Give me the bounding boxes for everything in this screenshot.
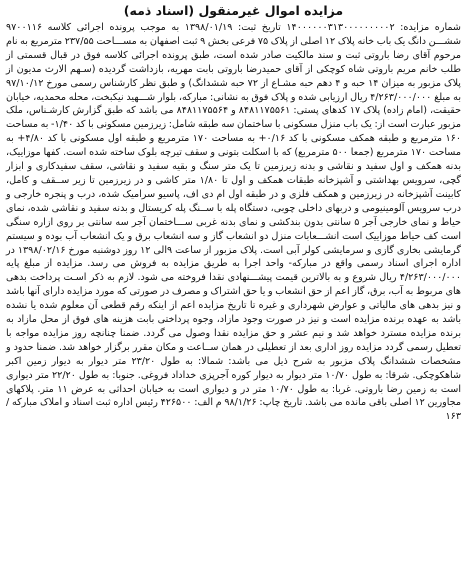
notice-body: شماره مزایده: ۱۴۰۰۰۰۰۰۳۱۳۰۰۰۰۰۰۰۰۰۲ تاریخ ثبت: ۱۳۹۸/۰۱/۱۹ به موجب پرونده اجرائی کلاسه ۹۷۰۰۱۱۶ ششـــن دانگ یک باب خانه پلاک ۱۲ اصلی از پلاک ۷۵ فرعی بخش ۹ ثبت اصفهان به مســـاحت ۲۳۷/۵۵ مترمربع به نام مرحوم آقای رضا باروتی ثبت و سند مالکیت صادر شده است، طبق پرونده اجرائی کلاسه فوق در قبال قسمتی از طلب خانم مریم باروتی شاه کوچکی از آقای حمیدرضا باروتی بابت مهریه، بازداشت گردیده (سـهم الارث مدیون از پلاک مزبور به میزان ۱۴ حبه و ۴ دهم حبه مشـاع از ۷۲ حبه ششدانگ) و طبق نظر کارشناس رسمی مورخ ۹۷/۱۰/۱۲ به مبلغ ۴/۲۶۳/۰۰۰/۰۰۰ ریال ارزیابی شده و پلاک فوق به نشانی: مبارکه، بلوار شـــهید نیکبخت، محله محمدیه، خیابان حقیقت، (امام زاده) پلاک ۱۷ کدهای پستی: ۸۴۸۱۱۷۵۵۶۱ و ۸۴۸۱۱۷۵۵۶۴ می باشد که طبق گزارش کارشـناس، ملک مزبور عبارت است از: یک باب منزل مسکونی با ساختمان سه طبقه شامل: زیرزمین مسکونی با کد ۱/۴۰- به مساحت ۱۶۰ مترمربع و طبقه همکف مسکونی با کد ۰/۱۶+ به مساحت ۱۷۰ مترمربع و طبقه اول مسکونی با کد ۴/۸۰+ به مساحت ۱۷۰ مترمربع (جمعا ۵۰۰ مترمربع) که با اسکلت بتونی و سقف تیرچه بلوک ساخته شده است. کفها موزاییک، بدنه همکف و اول سفید و نقاشی و بدنه زیرزمین تا یک متر سنگ و بقیه سفید و نقاشی، سقف سفیدکاری و ابزار گچی، سرویس بهداشتی و آشپزخانه طبقات همکف و اول تا ۱/۸۰ متر کاشی و در زیرزمین تا زیر ســقف و کامل، کابینت آشپزخانه در زیرزمین و همکف فلزی و در طبقه اول ام دی اف، پاسیو سرامیک شده، درب و پنجره خارجی و درب سرویس آلومینیومی و دربهای داخلی چوبی، دستگاه پله با ســنگ پله کریستال و بدنه سفید و نقاشی شده، نمای حیاط و نمای خارجی آجر ۵ سانتی بدون بندکشی و نمای بدنه غربی ســـاختمان آجر سه سانتی بر روی ازاره سنگی است کف حیاط موزاییک است انشـــعابات منزل دو انشعاب گاز و سه انشعاب برق و یک انشعاب آب بوده و سیستم گرمایشی بخاری گازی و سرمایشی کولر آبی است. پلاک مزبور از ساعت ۹الی ۱۲ روز دوشنبه مورخ ۱۳۹۸/۰۲/۱۶ در اداره اجرای اسناد رسمی واقع در مبارکه- واحد اجرا به طریق مزایده به فروش می رسد. مزایده از مبلغ پایه ۴/۲۶۳/۰۰۰/۰۰۰ ریال شروع و به بالاترین قیمت پیشـــنهادی نقدا فروخته می شود. لازم به ذکر اسـت پرداخت بدهی های مربوط به آب، برق، گاز اعم از حق انشعاب و یا حق اشتراک و مصرف در صورتی که مورد مزایده دارای آنها باشد و نیز بدهی های مالیاتی و عوارض شهرداری و غیره تا تاریخ مزایده اعم از اینکه رقم قطعی آن معلوم شده یا نشده باشد به عهده برنده مزایده است و نیز در صورت وجود مازاد، وجوه پرداختی بابت هزینه های فوق از محل مازاد به برنده مزایده مسترد خواهد شد و نیم عشر و حق مزایده نقدا وصول می گردد. ضمنا چنانچه روز مزایده مواجه با تعطیل رسمی گردد مزایده روز اداری بعد از تعطیلی در همان ســاعت و مکان مقرر برگزار خواهد شد. ضمنا حدود و مشخصات ششدانگ پلاک مزبور به شرح ذیل می باشد: شمالا: به طول ۲۳/۲۰ متر دیوار به دیوار زمین اکبر شاهکوچکی. شرقا: به طول ۱۰/۷۰ متر دیوار به دیوار کوره آجرپزی خداداد فروغی. جنوبا: به طول ۲۲/۲۰ متر دیواری است به زمین رضا باروتی. غربا: به طول ۱۰/۷۰ متر در و دیواری است به خیابان احداثی به عرض ۱۱ متر. پلاکهای مجاورین ۱۲ اصلی باقی مانده می باشد. تاریخ چاپ: ۹۸/۱/۲۶ م الف: ۴۲۶۵۰۰ رئیس اداره ثبت اسناد و املاک مبارکه /۱۶۳ (6, 22, 462, 423)
notice-title: مزایده اموال غیرمنقول (اسناد ذمه) (123, 3, 344, 18)
